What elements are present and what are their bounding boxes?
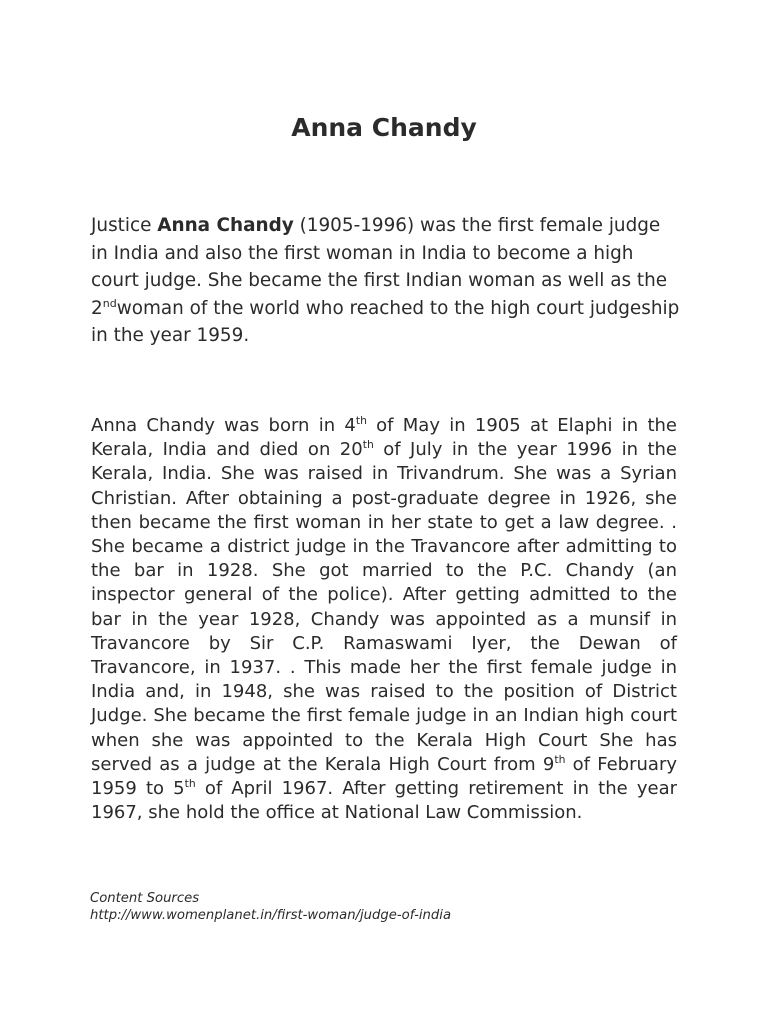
intro-text-part2: woman of the world who reached to the high court judgeship in the year 1959. bbox=[91, 297, 680, 347]
bio-ordinal-3: th bbox=[554, 752, 566, 766]
intro-prefix: Justice bbox=[91, 215, 158, 236]
bio-ordinal-2: th bbox=[362, 438, 374, 452]
biography-paragraph bbox=[91, 414, 677, 825]
bio-text-1: Anna Chandy was born in 4 bbox=[91, 415, 356, 436]
content-sources bbox=[90, 890, 690, 924]
sources-url: http://www.womenplanet.in/first-woman/judge-of-india bbox=[90, 908, 452, 923]
intro-text-part1: (1905-1996) was the first female judge in India and also the first woman in India to become a high court judge. She became the first Indian woman as well as the 2 bbox=[91, 215, 668, 319]
bio-ordinal-4: th bbox=[184, 777, 196, 791]
page-title: Anna Chandy bbox=[291, 113, 477, 142]
intro-ordinal-suffix: nd bbox=[102, 296, 117, 310]
bio-ordinal-1: th bbox=[355, 414, 367, 427]
intro-paragraph bbox=[91, 212, 681, 350]
bio-text-3: of July in the year 1996 in the Kerala, India. She was raised in Trivandrum. She was a Syrian Christian. After obtaining a post-graduate degree in 1926, she then became the first woman in her state to get a law degree. . She became a district judge in the Travancore after admitting to the bar in 1928. She got married to the P.C. Chandy (an inspector general of the police). After getting admitted to the bar in the year 1928, Chandy was appointed as a munsif in Travancore by Sir C.P. Ramaswami Iyer, the Dewan of Travancore, in 1937. . This made her the first female judge in India and, in 1948, she was raised to the position of District Judge. She became the first female judge in an Indian high court when she was appointed to the Kerala High Court She has served as a judge at the Kerala High Court from 9 bbox=[91, 439, 677, 775]
sources-label: Content Sources bbox=[90, 891, 200, 906]
bio-text-5: of April 1967. After getting retirement in the year 1967, she hold the office at National Law Commission. bbox=[91, 778, 677, 824]
bio-text-2: of May in 1905 at Elaphi in the Kerala, India and died on 20 bbox=[91, 415, 677, 461]
intro-bold-name: Anna Chandy bbox=[157, 215, 294, 236]
bio-text-4: of February 1959 to 5 bbox=[91, 753, 677, 800]
